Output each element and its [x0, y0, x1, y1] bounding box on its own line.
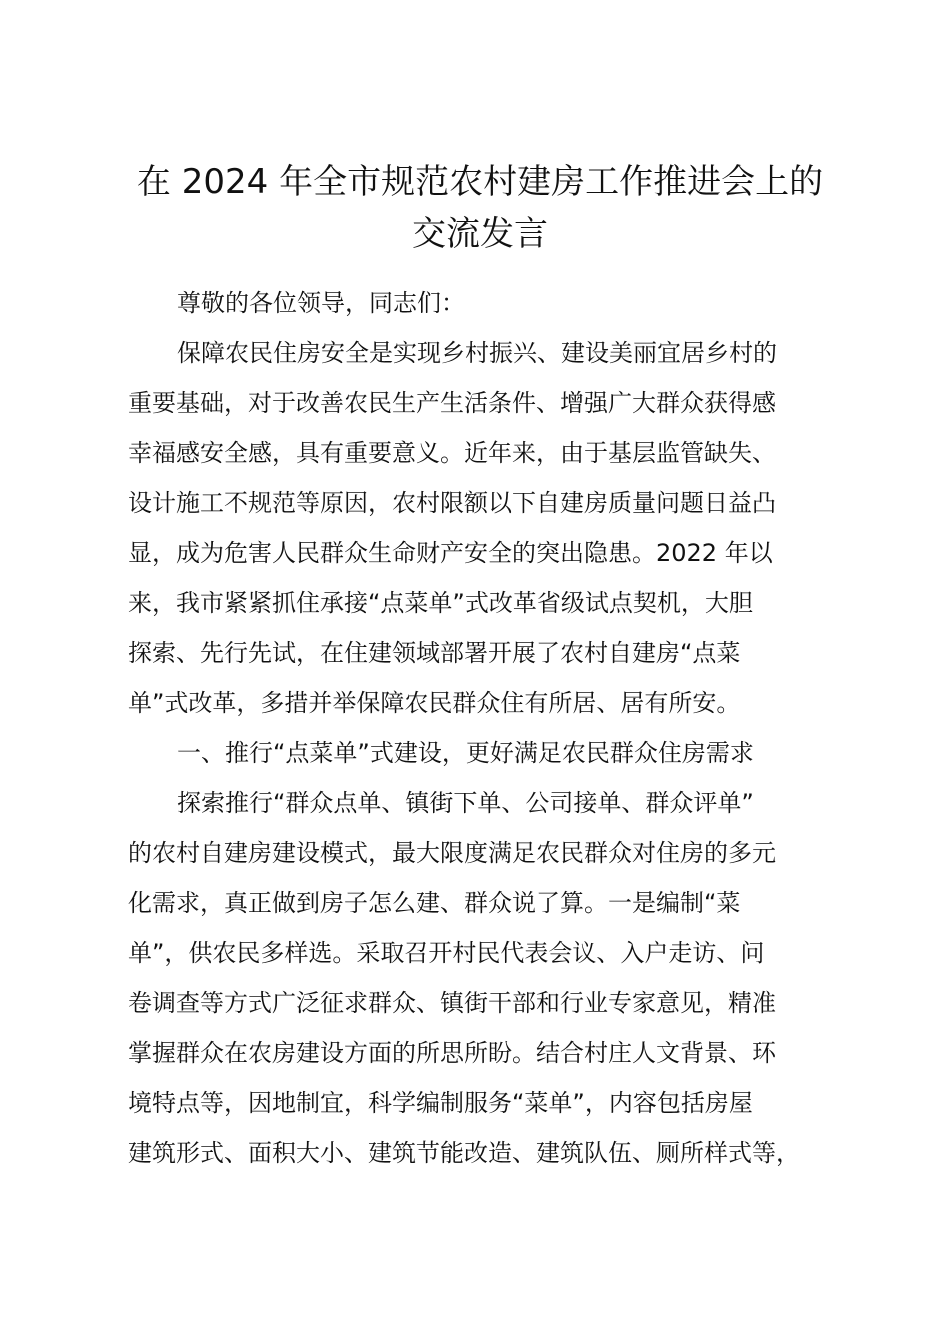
- paragraph-1-line-6: 来，我市紧紧抓住承接“点菜单”式改革省级试点契机，大胆: [128, 589, 753, 617]
- paragraph-1-line-2: 重要基础，对于改善农民生产生活条件、增强广大群众获得感: [128, 389, 776, 417]
- document-title-line-2: 交流发言: [412, 214, 548, 254]
- document-title-line-1: 在 2024 年全市规范农村建房工作推进会上的: [136, 162, 824, 202]
- paragraph-2-line-2: 的农村自建房建设模式，最大限度满足农民群众对住房的多元: [128, 839, 776, 867]
- paragraph-2-line-4: 单”，供农民多样选。采取召开村民代表会议、入户走访、问: [128, 939, 765, 967]
- paragraph-2-line-6: 掌握群众在农房建设方面的所思所盼。结合村庄人文背景、环: [128, 1039, 776, 1067]
- paragraph-2-line-3: 化需求，真正做到房子怎么建、群众说了算。一是编制“菜: [128, 889, 741, 917]
- paragraph-1-line-4: 设计施工不规范等原因，农村限额以下自建房质量问题日益凸: [128, 489, 776, 517]
- paragraph-1-line-8: 单”式改革，多措并举保障农民群众住有所居、居有所安。: [128, 689, 741, 717]
- section-heading-1: 一、推行“点菜单”式建设，更好满足农民群众住房需求: [177, 739, 754, 767]
- paragraph-2-line-1: 探索推行“群众点单、镇街下单、公司接单、群众评单”: [177, 789, 754, 817]
- paragraph-2-line-7: 境特点等，因地制宜，科学编制服务“菜单”，内容包括房屋: [128, 1089, 753, 1117]
- paragraph-1-line-1: 保障农民住房安全是实现乡村振兴、建设美丽宜居乡村的: [177, 339, 777, 367]
- salutation: 尊敬的各位领导，同志们：: [177, 289, 465, 317]
- paragraph-1-line-3: 幸福感安全感，具有重要意义。近年来，由于基层监管缺失、: [128, 439, 776, 467]
- paragraph-2-line-5: 卷调查等方式广泛征求群众、镇街干部和行业专家意见，精准: [128, 989, 776, 1017]
- paragraph-2-line-8: 建筑形式、面积大小、建筑节能改造、建筑队伍、厕所样式等，: [128, 1139, 800, 1167]
- paragraph-1-line-7: 探索、先行先试，在住建领域部署开展了农村自建房“点菜: [128, 639, 741, 667]
- paragraph-1-line-5: 显，成为危害人民群众生命财产安全的突出隐患。2022 年以: [128, 539, 773, 567]
